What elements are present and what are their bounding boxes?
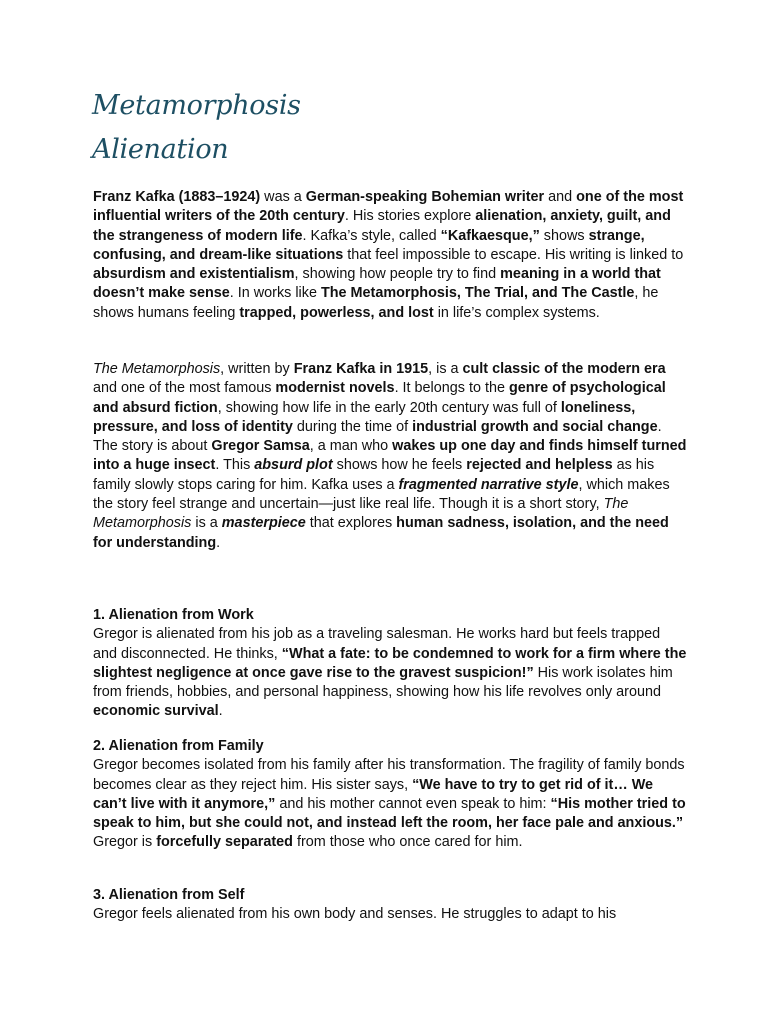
- section-body: Gregor becomes isolated from his family after his transformation. The fragility of family bonds becomes clear as they reject him. His sister says, “We have to try to get rid of it… We can’t live with it anymore,” and his mother cannot even speak to him: “His mother tried to speak to him, but she could not, and instead left the room, her face pale and anxious.” Gregor is forcefully separated from those who once cared for him.: [93, 757, 686, 851]
- title-line-2: Alienation: [92, 134, 229, 165]
- title-line-1: Metamorphosis: [92, 90, 301, 121]
- section-heading: 1. Alienation from Work: [93, 607, 254, 623]
- intro-paragraph: Franz Kafka (1883–1924) was a German-speaking Bohemian writer and one of the most influential writers of the 20th century. His stories explore alienation, anxiety, guilt, and the strangeness of modern life. Kafka’s style, called “Kafkaesque,” shows strange, confusing, and dream-like situations that feel impossible to escape. His writing is linked to absurdism and existentialism, showing how people try to find meaning in a world that doesn’t make sense. In works like The Metamorphosis, The Trial, and The Castle, he shows humans feeling trapped, powerless, and lost in life’s complex systems.: [93, 189, 684, 321]
- section-heading: 3. Alienation from Self: [93, 887, 245, 903]
- section-body: Gregor is alienated from his job as a traveling salesman. He works hard but feels trapped and disconnected. He thinks, “What a fate: to be condemned to work for a firm where the slightest negligence at once gave rise to the gravest suspicion!” His work isolates him from friends, hobbies, and personal happiness, showing how his life revolves only around economic survival.: [93, 626, 687, 720]
- summary-paragraph: The Metamorphosis, written by Franz Kafka in 1915, is a cult classic of the modern era and one of the most famous modernist novels. It belongs to the genre of psychological and absurd fiction, showing how life in the early 20th century was full of loneliness, pressure, and loss of identity during the time of industrial growth and social change. The story is about Gregor Samsa, a man who wakes up one day and finds himself turned into a huge insect. This absurd plot shows how he feels rejected and helpless as his family slowly stops caring for him. Kafka uses a fragmented narrative style, which makes the story feel strange and uncertain—just like real life. Though it is a short story, The Metamorphosis is a masterpiece that explores human sadness, isolation, and the need for understanding.: [93, 361, 687, 551]
- section-alienation-from-work: [93, 606, 688, 722]
- section-alienation-from-self: [93, 886, 688, 925]
- section-heading: 2. Alienation from Family: [93, 738, 264, 754]
- section-alienation-from-family: [93, 737, 688, 853]
- section-body: Gregor feels alienated from his own body and senses. He struggles to adapt to his: [93, 906, 617, 923]
